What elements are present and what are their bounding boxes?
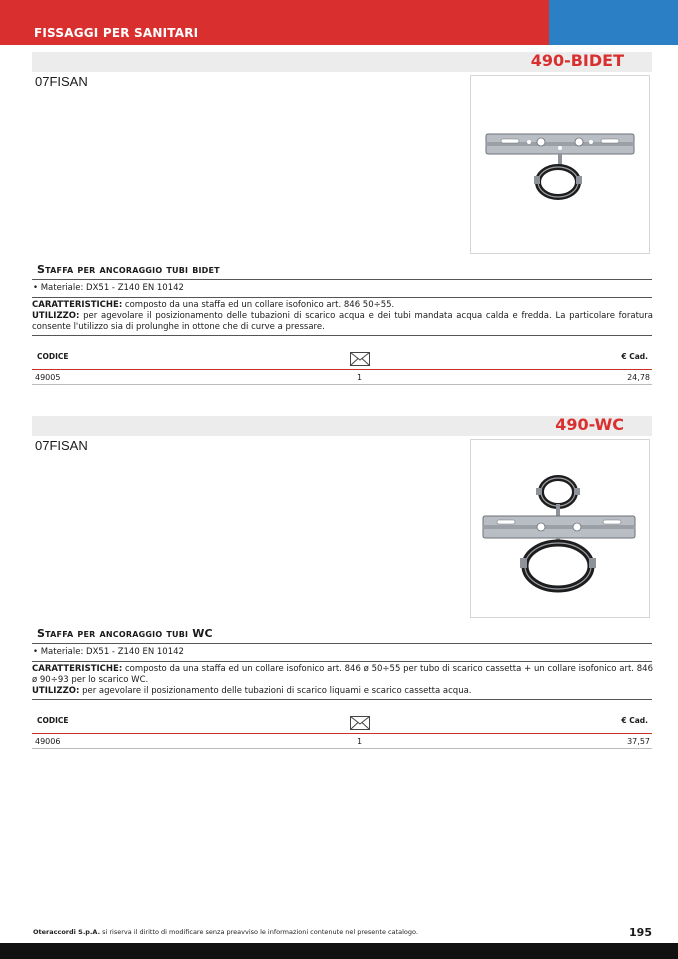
divider [32,748,652,749]
divider [32,335,652,336]
footer-company: Oteraccordi S.p.A. [33,928,101,936]
features-text: composto da una staffa ed un collare isofonico art. 846 50÷55. [122,300,395,310]
brand-code: 07FISAN [35,74,88,89]
header-accent [549,0,678,45]
divider [32,699,652,700]
code-bar [32,52,652,72]
footer-note-text: si riserva il diritto di modificare senza preavviso le informazioni contenute nel presente catalogo. [100,928,418,936]
divider [32,661,652,662]
product-image [470,439,650,618]
product-image [470,75,650,254]
usage-text: per agevolare il posizionamento delle tubazioni di scarico liquami e scarico cassetta acqua. [79,686,472,696]
pack-qty: 1 [357,737,363,746]
divider [32,643,652,644]
price: 37,57 [627,737,650,746]
footer-disclaimer [33,928,418,936]
material-spec: • Materiale: DX51 - Z140 EN 10142 [33,647,184,657]
page-title: FISSAGGI PER SANITARI [34,26,199,40]
table-divider [32,733,652,734]
usage-label: UTILIZZO: [32,311,80,321]
envelope-icon [350,716,370,730]
usage-label: UTILIZZO: [32,686,80,696]
table-divider [32,369,652,370]
divider [32,279,652,280]
product-code-label: 490-WC [555,415,624,434]
product-code-label: 490-BIDET [530,51,624,70]
code-bar [32,416,652,436]
product-code: 49006 [35,737,61,746]
usage-text: per agevolare il posizionamento delle tubazioni di scarico acqua e dei tubi mandata acqua calda e fredda. La particolare foratura consente l'utilizzo sia di prolunghe in ottone che di curve a pressare. [32,311,653,332]
product-title: Staffa per ancoraggio tubi WC [37,627,213,640]
divider [32,384,652,385]
product-code: 49005 [35,373,61,382]
product-title: Staffa per ancoraggio tubi bidet [37,263,220,276]
features-text: composto da una staffa ed un collare isofonico art. 846 ø 50÷55 per tubo di scarico cassetta + un collare isofonico art. 846 ø 90÷93 per lo scarico WC. [32,664,653,685]
col-price-header: € Cad. [621,716,648,725]
divider [32,297,652,298]
material-spec: • Materiale: DX51 - Z140 EN 10142 [33,283,184,293]
wc-bracket-illustration [471,440,649,617]
col-price-header: € Cad. [621,352,648,361]
brand-code: 07FISAN [35,438,88,453]
features-label: CARATTERISTICHE: [32,300,123,310]
col-code-header: CODICE [37,352,69,361]
pack-qty: 1 [357,373,363,382]
features-label: CARATTERISTICHE: [32,664,123,674]
product-description [32,664,653,697]
price: 24,78 [627,373,650,382]
product-description [32,300,653,333]
page-number: 195 [629,926,652,939]
footer-bar [0,943,678,959]
col-code-header: CODICE [37,716,69,725]
bidet-bracket-illustration [471,76,649,253]
envelope-icon [350,352,370,366]
